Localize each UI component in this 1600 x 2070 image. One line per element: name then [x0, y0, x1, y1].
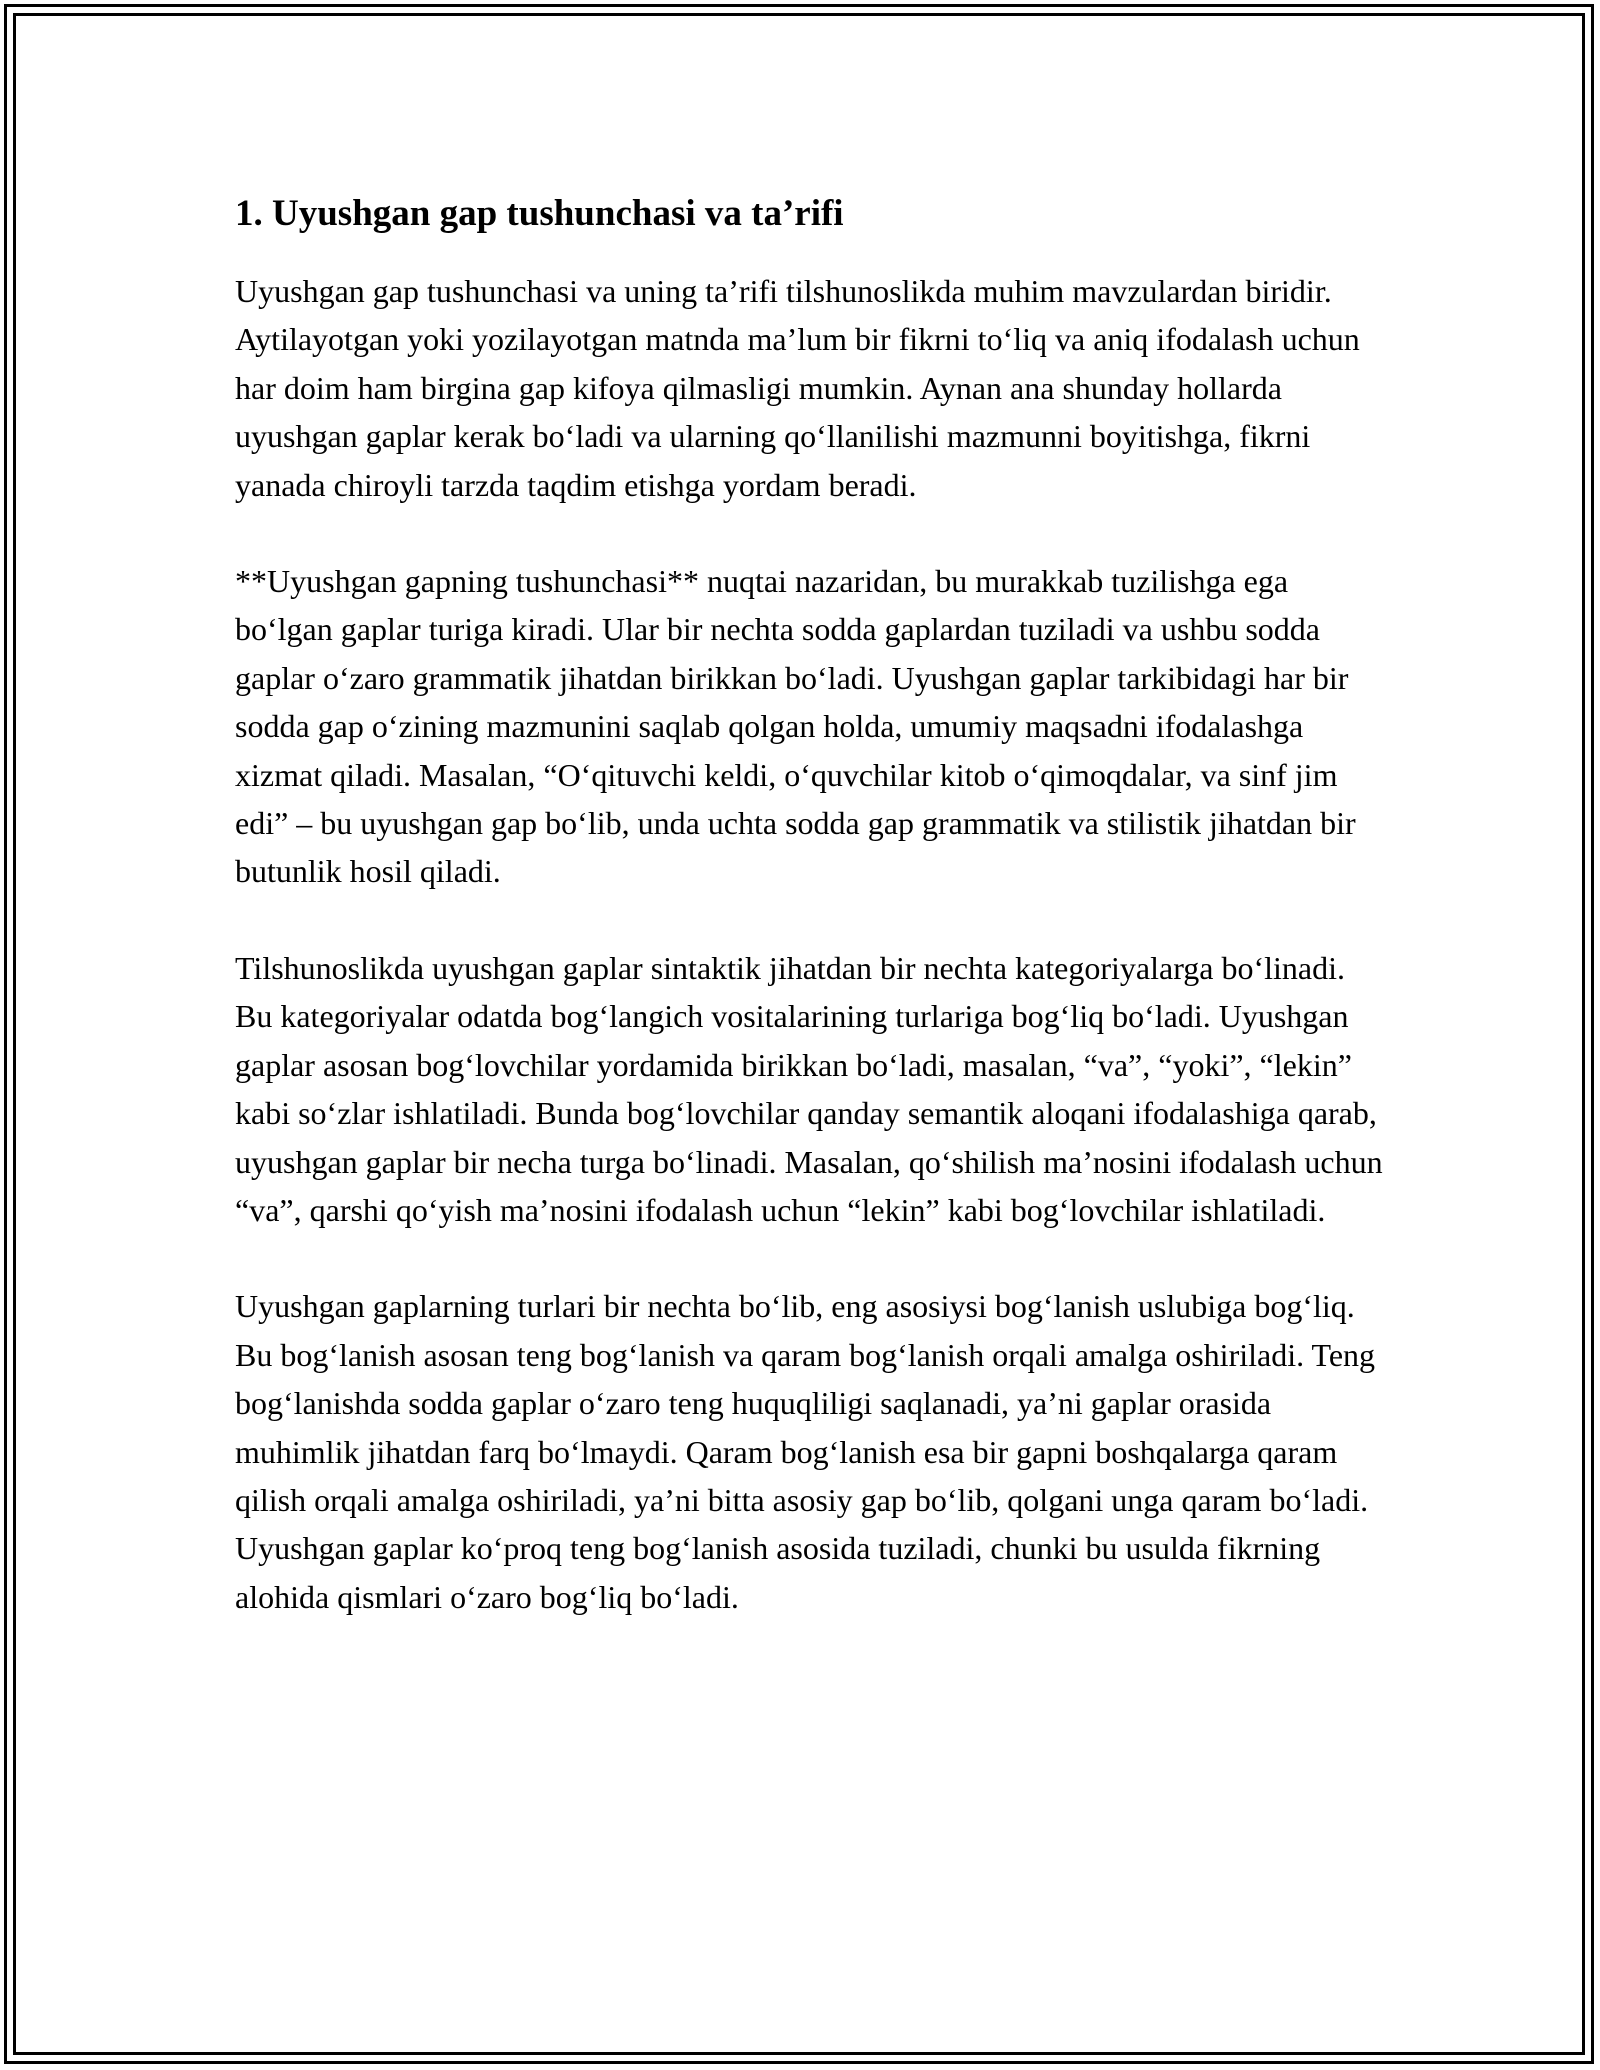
- paragraph-categories: Tilshunoslikda uyushgan gaplar sintaktik jihatdan bir nechta kategoriyalarga bo‘linadi. Bu kategoriyalar odatda bog‘langich vositalarining turlariga bog‘liq bo‘ladi. Uyushgan gaplar asosan bog‘lovchilar yordamida birikkan bo‘ladi, masalan, “va”, “yoki”, “lekin” kabi so‘zlar ishlatiladi. Bunda bog‘lovchilar qanday semantik aloqani ifodalashiga qarab, uyushgan gaplar bir necha turga bo‘linadi. Masalan, qo‘shilish ma’nosini ifodalash uchun “va”, qarshi qo‘yish ma’nosini ifodalash uchun “lekin” kabi bog‘lovchilar ishlatiladi.: [235, 949, 1383, 1228]
- document-body: [235, 188, 1385, 1621]
- section-heading: 1. Uyushgan gap tushunchasi va ta’rifi: [235, 193, 844, 234]
- paragraph-types: Uyushgan gaplarning turlari bir nechta bo‘lib, eng asosiysi bog‘lanish uslubiga bog‘liq. Bu bog‘lanish asosan teng bog‘lanish va qaram bog‘lanish orqali amalga oshiriladi. Teng bog‘lanishda sodda gaplar o‘zaro teng huquqliligi saqlanadi, ya’ni gaplar orasida muhimlik jihatdan farq bo‘lmaydi. Qaram bog‘lanish esa bir gapni boshqalarga qaram qilish orqali amalga oshiriladi, ya’ni bitta asosiy gap bo‘lib, qolgani unga qaram bo‘ladi. Uyushgan gaplar ko‘proq teng bog‘lanish asosida tuziladi, chunki bu usulda fikrning alohida qismlari o‘zaro bog‘liq bo‘ladi.: [235, 1288, 1376, 1615]
- paragraph-concept: **Uyushgan gapning tushunchasi** nuqtai nazaridan, bu murakkab tuzilishga ega bo‘lgan gaplar turiga kiradi. Ular bir nechta sodda gaplardan tuziladi va ushbu sodda gaplar o‘zaro grammatik jihatdan birikkan bo‘ladi. Uyushgan gaplar tarkibidagi har bir sodda gap o‘zining mazmunini saqlab qolgan holda, umumiy maqsadni ifodalashga xizmat qiladi. Masalan, “O‘qituvchi keldi, o‘quvchilar kitob o‘qimoqdalar, va sinf jim edi” – bu uyushgan gap bo‘lib, unda uchta sodda gap grammatik va stilistik jihatdan bir butunlik hosil qiladi.: [235, 563, 1356, 890]
- paragraph-intro: Uyushgan gap tushunchasi va uning ta’rifi tilshunoslikda muhim mavzulardan biridir. Aytilayotgan yoki yozilayotgan matnda ma’lum bir fikrni to‘liq va aniq ifodalash uchun har doim ham birgina gap kifoya qilmasligi mumkin. Aynan ana shunday hollarda uyushgan gaplar kerak bo‘ladi va ularning qo‘llanilishi mazmunni boyitishga, fikrni yanada chiroyli tarzda taqdim etishga yordam beradi.: [235, 273, 1360, 503]
